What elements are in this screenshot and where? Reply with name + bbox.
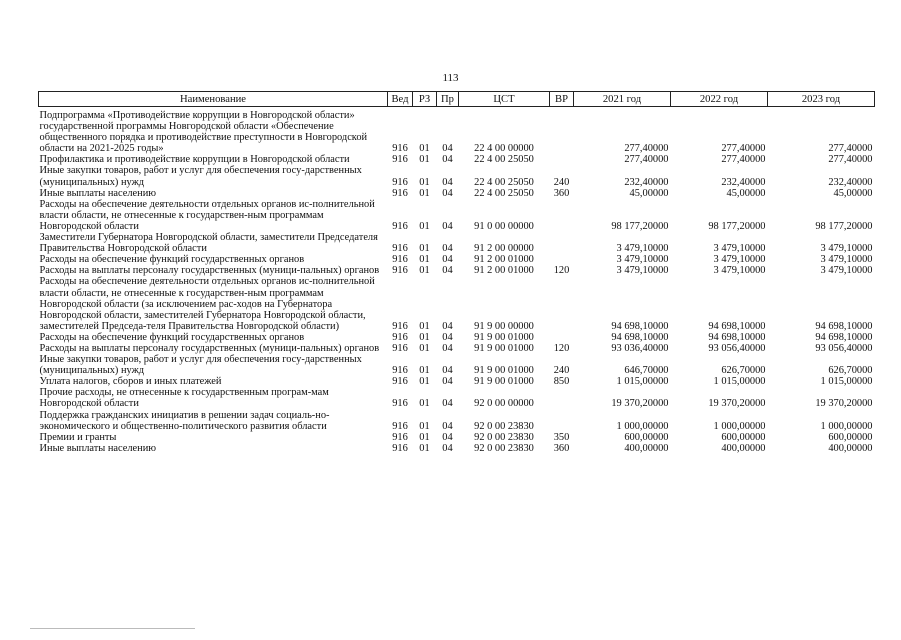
row-rz: 01	[419, 398, 430, 410]
row-cst: 91 9 00 00000	[474, 320, 534, 332]
row-cst: 91 2 00 01000	[474, 254, 534, 266]
row-value-2022: 600,00000	[721, 431, 766, 443]
row-name: Иные закупки товаров, работ и услуг для обеспечения госу-дарственных (муниципальных) нужд	[39, 354, 362, 377]
row-vr: 360	[553, 442, 570, 454]
row-name: Премии и гранты	[39, 431, 117, 443]
row-name: Иные выплаты населению	[39, 187, 157, 199]
table-row	[39, 254, 875, 265]
row-rz: 01	[419, 254, 430, 266]
row-ved: 916	[392, 342, 408, 354]
row-ved: 916	[392, 143, 408, 155]
row-vr	[550, 276, 574, 331]
row-ved: 916	[392, 376, 408, 388]
budget-table	[38, 91, 875, 454]
row-vr: 360	[553, 187, 570, 199]
header-2021: 2021 год	[574, 92, 671, 107]
row-ved: 916	[392, 243, 408, 255]
row-ved: 916	[392, 320, 408, 332]
row-value-2023: 400,00000	[828, 442, 873, 454]
row-value-2022: 19 370,20000	[708, 398, 766, 410]
row-value-2022: 3 479,10000	[713, 254, 766, 266]
row-value-2021: 3 479,10000	[616, 265, 669, 277]
table-row	[39, 354, 875, 376]
table-header	[39, 92, 875, 107]
row-rz: 01	[419, 320, 430, 332]
table-row	[39, 276, 875, 331]
row-value-2021: 277,40000	[624, 154, 669, 166]
table-row	[39, 232, 875, 254]
row-value-2022: 1 000,00000	[713, 420, 766, 432]
table-row	[39, 343, 875, 354]
row-value-2022: 94 698,10000	[708, 320, 766, 332]
row-name: Поддержка гражданских инициатив в решении задач социаль-но-экономического и общественно-политического развития области	[39, 409, 330, 432]
row-value-2022: 98 177,20000	[708, 220, 766, 232]
table-row	[39, 332, 875, 343]
row-vr: 350	[553, 431, 570, 443]
row-pr: 04	[442, 320, 453, 332]
row-value-2022: 626,70000	[721, 365, 766, 377]
row-value-2021: 1 015,00000	[616, 376, 669, 388]
row-ved: 916	[392, 331, 408, 343]
row-value-2021: 45,00000	[629, 187, 669, 199]
row-value-2022: 232,40000	[721, 176, 766, 188]
row-pr: 04	[442, 187, 453, 199]
row-value-2021: 93 036,40000	[611, 342, 669, 354]
row-vr: 850	[553, 376, 570, 388]
row-value-2023: 94 698,10000	[815, 320, 873, 332]
row-cst: 22 4 00 25050	[474, 176, 534, 188]
table-row	[39, 432, 875, 443]
row-rz: 01	[419, 265, 430, 277]
table-row	[39, 376, 875, 387]
row-pr: 04	[442, 265, 453, 277]
row-value-2023: 94 698,10000	[815, 331, 873, 343]
table-row	[39, 165, 875, 187]
row-pr: 04	[442, 431, 453, 443]
header-pr: Пр	[437, 92, 459, 107]
row-value-2022: 3 479,10000	[713, 265, 766, 277]
row-vr	[550, 154, 574, 165]
row-value-2021: 3 479,10000	[616, 254, 669, 266]
row-ved: 916	[392, 365, 408, 377]
row-name: Прочие расходы, не отнесенные к государственным програм-мам Новгородской области	[39, 387, 329, 410]
table-row	[39, 154, 875, 165]
row-name: Уплата налогов, сборов и иных платежей	[39, 376, 222, 388]
row-rz: 01	[419, 442, 430, 454]
row-name: Расходы на обеспечение функций государственных органов	[39, 254, 305, 266]
row-value-2023: 3 479,10000	[820, 265, 873, 277]
row-value-2022: 277,40000	[721, 143, 766, 155]
row-ved: 916	[392, 442, 408, 454]
row-cst: 91 2 00 00000	[474, 243, 534, 255]
row-vr	[550, 232, 574, 254]
row-pr: 04	[442, 442, 453, 454]
row-pr: 04	[442, 243, 453, 255]
row-rz: 01	[419, 176, 430, 188]
row-name: Расходы на обеспечение деятельности отдельных органов ис-полнительной власти области, не отнесенные к государствен-ным программам Новгородской области (за исключением рас-ходов на Губернатора Новгородской области, заместителей Губернатора Новгородской области, заместителей Председа-теля Правительства Новгородской области)	[39, 276, 375, 332]
row-cst: 92 0 00 23830	[474, 420, 534, 432]
row-pr: 04	[442, 254, 453, 266]
row-name: Профилактика и противодействие коррупции в Новгородской области	[39, 154, 350, 166]
page-number: 113	[442, 72, 459, 84]
header-cst: ЦСТ	[459, 92, 550, 107]
row-pr: 04	[442, 420, 453, 432]
row-value-2023: 277,40000	[828, 154, 873, 166]
header-name: Наименование	[39, 92, 388, 107]
header-ved: Вед	[388, 92, 413, 107]
row-value-2023: 1 015,00000	[820, 376, 873, 388]
row-rz: 01	[419, 342, 430, 354]
table-row	[39, 199, 875, 232]
table-row	[39, 410, 875, 432]
row-value-2022: 277,40000	[721, 154, 766, 166]
row-vr	[550, 199, 574, 232]
row-vr: 240	[553, 365, 570, 377]
row-value-2021: 1 000,00000	[616, 420, 669, 432]
row-pr: 04	[442, 154, 453, 166]
row-cst: 91 9 00 01000	[474, 331, 534, 343]
row-cst: 22 4 00 25050	[474, 187, 534, 199]
row-vr	[550, 332, 574, 343]
row-name: Заместители Губернатора Новгородской области, заместители Председателя Правительства Новгородской области	[39, 232, 378, 255]
row-value-2021: 232,40000	[624, 176, 669, 188]
row-value-2021: 646,70000	[624, 365, 669, 377]
row-rz: 01	[419, 431, 430, 443]
row-name: Расходы на выплаты персоналу государственных (муници-пальных) органов	[39, 265, 380, 277]
footer-rule	[30, 628, 195, 629]
row-value-2021: 98 177,20000	[611, 220, 669, 232]
row-pr: 04	[442, 331, 453, 343]
row-cst: 91 9 00 01000	[474, 365, 534, 377]
row-pr: 04	[442, 176, 453, 188]
row-ved: 916	[392, 420, 408, 432]
row-value-2023: 19 370,20000	[815, 398, 873, 410]
row-value-2023: 626,70000	[828, 365, 873, 377]
row-vr: 240	[553, 176, 570, 188]
row-value-2023: 3 479,10000	[820, 254, 873, 266]
row-value-2021: 19 370,20000	[611, 398, 669, 410]
header-2022: 2022 год	[671, 92, 768, 107]
row-vr	[550, 387, 574, 409]
row-vr	[550, 107, 574, 155]
row-ved: 916	[392, 398, 408, 410]
table-row	[39, 107, 875, 155]
table-row	[39, 265, 875, 276]
row-name: Расходы на выплаты персоналу государственных (муници-пальных) органов	[39, 342, 380, 354]
header-vr: ВР	[550, 92, 574, 107]
row-value-2022: 45,00000	[726, 187, 766, 199]
row-cst: 91 2 00 01000	[474, 265, 534, 277]
header-rz: РЗ	[413, 92, 437, 107]
row-value-2023: 3 479,10000	[820, 243, 873, 255]
row-name: Иные выплаты населению	[39, 442, 157, 454]
header-2023: 2023 год	[768, 92, 875, 107]
row-name: Иные закупки товаров, работ и услуг для обеспечения госу-дарственных (муниципальных) нужд	[39, 165, 362, 188]
row-value-2021: 277,40000	[624, 143, 669, 155]
row-value-2021: 400,00000	[624, 442, 669, 454]
row-rz: 01	[419, 376, 430, 388]
row-name: Расходы на обеспечение функций государственных органов	[39, 331, 305, 343]
header-row	[39, 92, 875, 107]
table-body	[39, 107, 875, 454]
row-cst: 92 0 00 23830	[474, 442, 534, 454]
row-cst: 92 0 00 23830	[474, 431, 534, 443]
row-ved: 916	[392, 220, 408, 232]
row-vr	[550, 410, 574, 432]
row-cst: 91 0 00 00000	[474, 220, 534, 232]
row-value-2023: 232,40000	[828, 176, 873, 188]
row-vr: 120	[553, 265, 570, 277]
table-row	[39, 188, 875, 199]
row-rz: 01	[419, 187, 430, 199]
row-pr: 04	[442, 342, 453, 354]
row-rz: 01	[419, 154, 430, 166]
row-rz: 01	[419, 420, 430, 432]
row-value-2021: 600,00000	[624, 431, 669, 443]
row-pr: 04	[442, 376, 453, 388]
row-ved: 916	[392, 154, 408, 166]
row-ved: 916	[392, 187, 408, 199]
table-row	[39, 387, 875, 409]
row-value-2023: 1 000,00000	[820, 420, 873, 432]
row-rz: 01	[419, 365, 430, 377]
row-cst: 91 9 00 01000	[474, 376, 534, 388]
row-name: Расходы на обеспечение деятельности отдельных органов ис-полнительной власти области, не отнесенные к государствен-ным программам Новгородской области	[39, 198, 375, 232]
row-cst: 22 4 00 25050	[474, 154, 534, 166]
row-pr: 04	[442, 220, 453, 232]
row-value-2023: 45,00000	[833, 187, 873, 199]
row-cst: 92 0 00 00000	[474, 398, 534, 410]
row-value-2022: 3 479,10000	[713, 243, 766, 255]
row-ved: 916	[392, 176, 408, 188]
row-ved: 916	[392, 254, 408, 266]
row-ved: 916	[392, 431, 408, 443]
row-cst: 22 4 00 00000	[474, 143, 534, 155]
table-row	[39, 443, 875, 454]
row-value-2021: 3 479,10000	[616, 243, 669, 255]
row-rz: 01	[419, 331, 430, 343]
row-name: Подпрограмма «Противодействие коррупции в Новгородской области» государственной программы Новгородской области «Обеспечение общественного порядка и противодействие преступности в Новгородской области на 2021-2025 годы»	[39, 110, 368, 155]
row-value-2022: 94 698,10000	[708, 331, 766, 343]
row-value-2023: 98 177,20000	[815, 220, 873, 232]
row-pr: 04	[442, 365, 453, 377]
row-value-2023: 277,40000	[828, 143, 873, 155]
row-cst: 91 9 00 01000	[474, 342, 534, 354]
row-rz: 01	[419, 143, 430, 155]
row-value-2022: 1 015,00000	[713, 376, 766, 388]
row-pr: 04	[442, 143, 453, 155]
row-value-2021: 94 698,10000	[611, 320, 669, 332]
row-ved: 916	[392, 265, 408, 277]
row-value-2023: 600,00000	[828, 431, 873, 443]
row-vr: 120	[553, 342, 570, 354]
row-value-2022: 400,00000	[721, 442, 766, 454]
row-value-2022: 93 056,40000	[708, 342, 766, 354]
row-rz: 01	[419, 243, 430, 255]
row-pr: 04	[442, 398, 453, 410]
row-rz: 01	[419, 220, 430, 232]
row-vr	[550, 254, 574, 265]
row-value-2021: 94 698,10000	[611, 331, 669, 343]
row-value-2023: 93 056,40000	[815, 342, 873, 354]
